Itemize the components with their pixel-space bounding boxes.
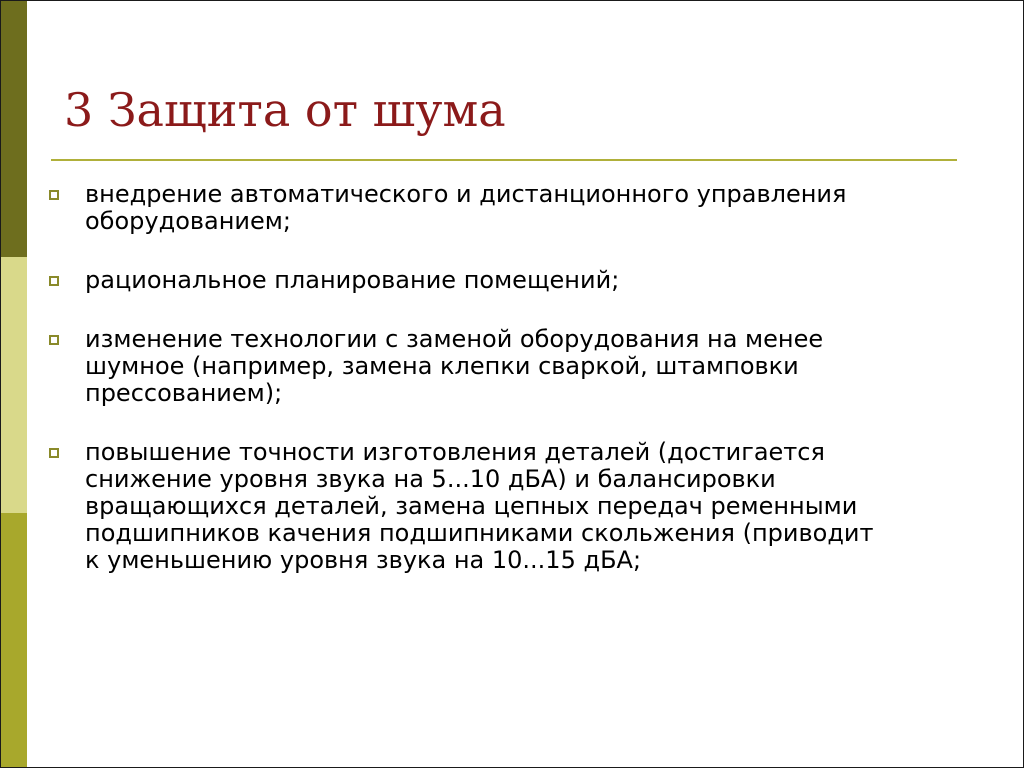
square-bullet-icon	[49, 190, 59, 200]
sidebar-segment-dark	[1, 1, 27, 257]
sidebar-accent-bar	[1, 1, 27, 768]
square-bullet-icon	[49, 276, 59, 286]
bullet-list	[47, 181, 1007, 574]
bullet-text: внедрение автоматического и дистанционного управления оборудованием;	[85, 180, 847, 235]
square-bullet-icon	[49, 448, 59, 458]
square-bullet-icon	[49, 335, 59, 345]
bullet-text: изменение технологии с заменой оборудования на менее шумное (например, замена клепки сваркой, штамповки прессованием);	[85, 325, 824, 407]
list-item	[47, 267, 1007, 294]
sidebar-segment-light	[1, 257, 27, 513]
slide-title: 3 Защита от шума	[64, 83, 506, 137]
list-item	[47, 439, 1007, 574]
list-item	[47, 181, 1007, 235]
title-underline	[51, 159, 957, 161]
sidebar-segment-mid	[1, 513, 27, 768]
list-item	[47, 326, 1007, 407]
bullet-text: повышение точности изготовления деталей (достигается снижение уровня звука на 5...10 дБА) и балансировки вращающихся деталей, замена цепных передач ременными подшипников качения подшипниками скольжения (приводит к уменьшению уровня звука на 10...15 дБА;	[85, 438, 874, 574]
bullet-text: рациональное планирование помещений;	[85, 266, 620, 294]
